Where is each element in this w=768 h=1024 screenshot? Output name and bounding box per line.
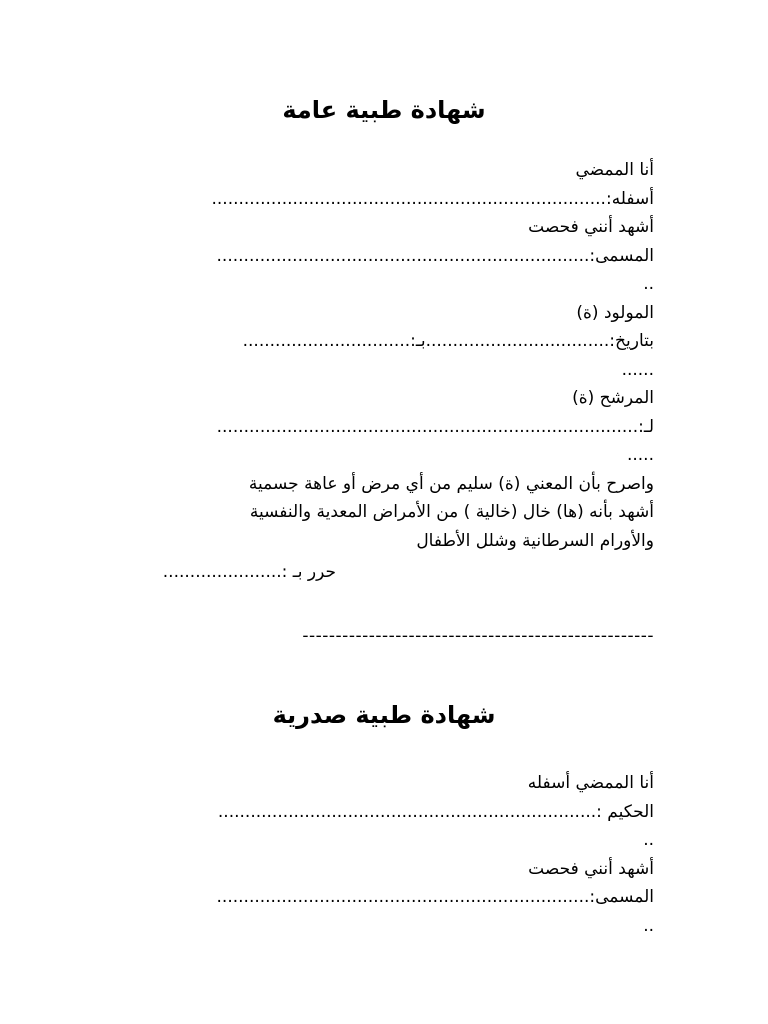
certificate-body-chest <box>118 769 654 940</box>
line-declaration-2: أشهد بأنه (ها) خال (خالية ) من الأمراض المعدية والنفسية <box>249 502 654 522</box>
line-declaration: واصرح بأن المعني (ة) سليم من أي مرض أو عاهة جسمية <box>248 473 654 494</box>
line-signer: أنا الممضي أسفله <box>527 773 654 793</box>
line-named: المسمى:..................................................................... <box>216 245 654 266</box>
line-signer-below: أسفله:......................................................................... <box>211 188 654 209</box>
line-named: المسمى:..................................................................... <box>216 887 654 907</box>
line-candidate-for: لـ:.............................................................................. <box>216 416 654 437</box>
line-birth-date-place: بتاريخ:..................................بـ:............................... <box>242 331 654 351</box>
line-dots: .. <box>643 915 654 936</box>
line-candidate: المرشح (ة) <box>572 388 654 408</box>
line-dots: .. <box>643 830 654 850</box>
line-doctor: الحكيم :...................................................................... <box>217 801 654 822</box>
line-examined: أشهد أنني فحصت <box>528 217 654 237</box>
certificate-body-general <box>118 156 654 555</box>
certificate-title-general: شهادة طبية عامة <box>282 96 486 124</box>
line-dots: ...... <box>621 359 654 380</box>
certificate-title-chest: شهادة طبية صدرية <box>272 701 496 729</box>
signed-at-line: حرر بـ :...................... <box>162 562 336 582</box>
line-dots: ..... <box>626 445 654 465</box>
line-signer: أنا الممضي <box>575 160 654 180</box>
line-declaration-3: والأورام السرطانية وشلل الأطفال <box>416 530 654 551</box>
line-dots: .. <box>643 274 654 294</box>
separator-line: ----------------------------------------------------- <box>302 626 654 646</box>
line-born: المولود (ة) <box>576 302 654 323</box>
line-examined: أشهد أنني فحصت <box>528 858 654 879</box>
